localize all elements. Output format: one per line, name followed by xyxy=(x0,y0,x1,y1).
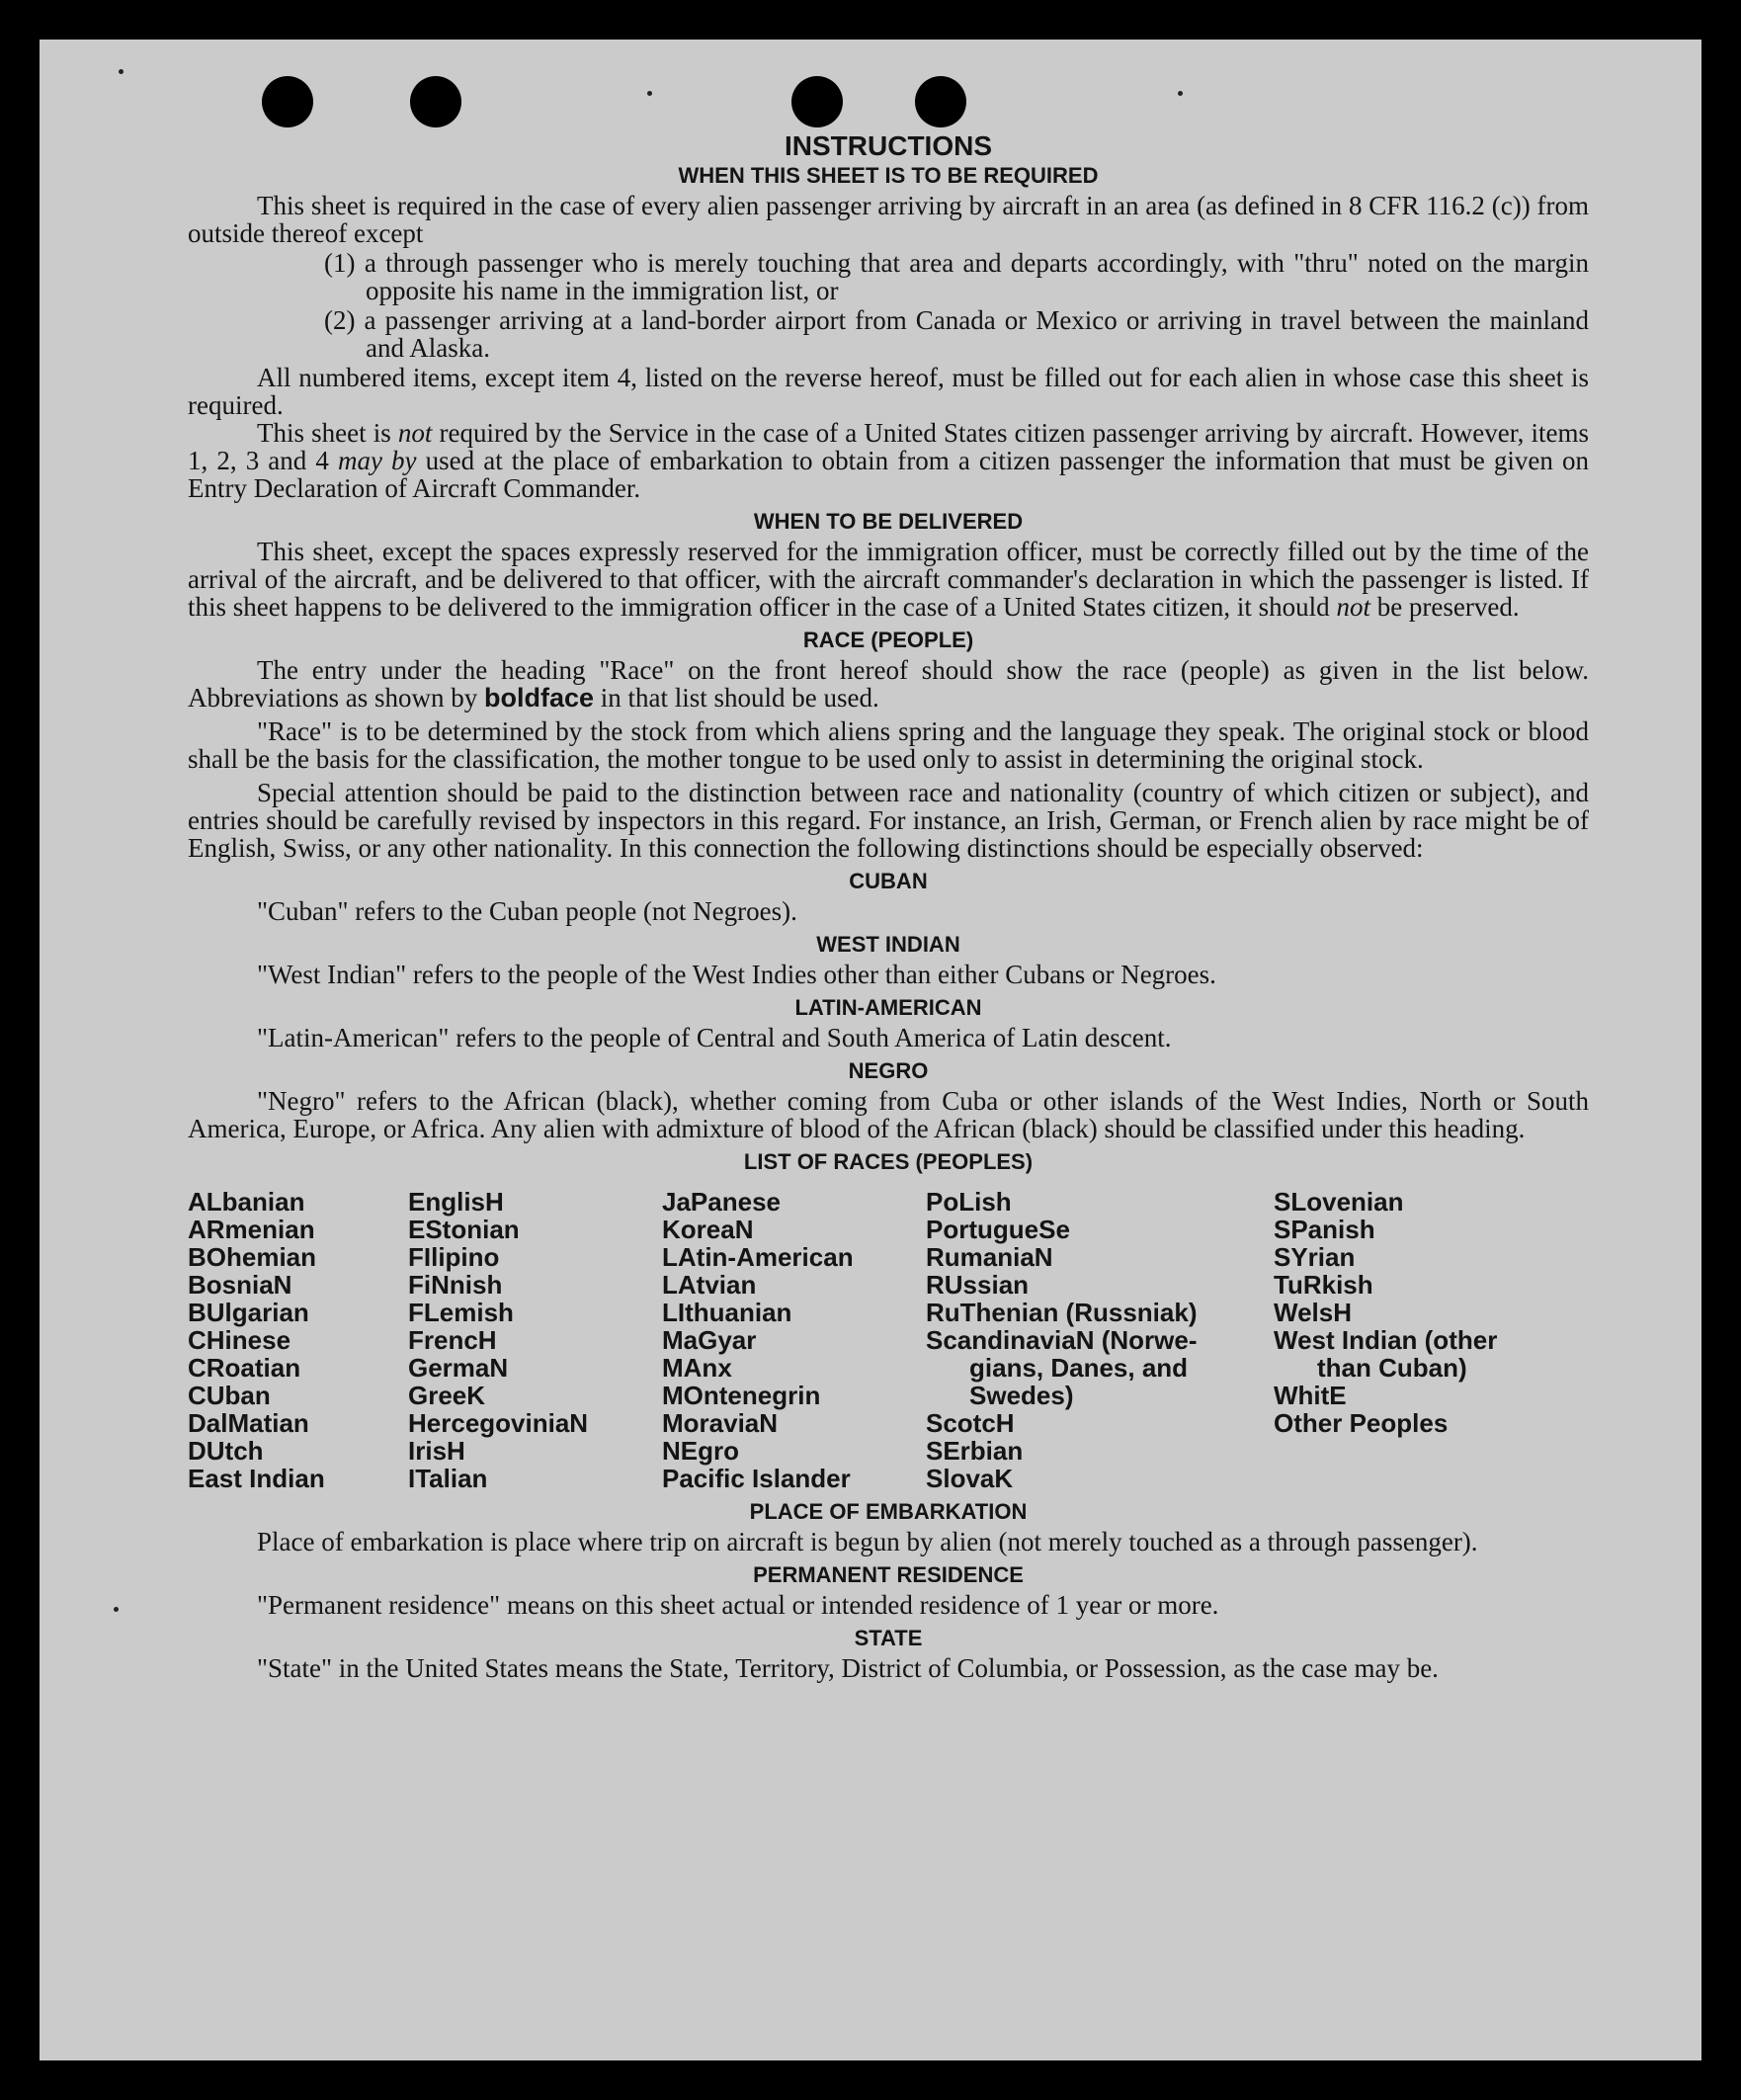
heading-negro: NEGRO xyxy=(848,1058,929,1083)
race-entry: EStonian xyxy=(408,1215,520,1244)
race-entry: RUssian xyxy=(926,1270,1030,1300)
paper-speck xyxy=(1178,91,1183,96)
required-para-2: All numbered items, except item 4, listed on the reverse hereof, must be filled out for each alien in whose case this sheet is required. xyxy=(188,363,1589,420)
paper-speck xyxy=(119,69,124,74)
embarkation-text: Place of embarkation is place where trip on aircraft is begun by alien (not merely touched as a through passenger). xyxy=(257,1527,1478,1556)
race-para-1 xyxy=(188,656,1589,712)
race-entry: GreeK xyxy=(408,1381,486,1410)
emphasis: not xyxy=(1336,592,1370,622)
race-entry: PortugueSe xyxy=(926,1215,1070,1244)
race-entry: FIlipino xyxy=(408,1242,500,1272)
race-column xyxy=(926,1188,1274,1492)
race-column xyxy=(408,1188,662,1492)
race-entry: SPanish xyxy=(1274,1215,1375,1244)
text-run: be preserved. xyxy=(1369,592,1520,622)
text-run: used at the place of embarkation to obtain from a citizen passenger the information that must be given on Entry Declaration of Aircraft Commander. xyxy=(188,446,1589,503)
punch-hole xyxy=(410,76,461,127)
text-run: The entry under the heading "Race" on the front hereof should show the race (people) as given in the list below. Abbreviations as shown by xyxy=(188,655,1589,713)
text-run: This sheet is xyxy=(257,418,398,448)
race-entry: LAtin-American xyxy=(662,1242,854,1272)
item-number: (2) xyxy=(324,305,356,335)
race-entry: NEgro xyxy=(662,1436,739,1466)
race-entry: West Indian (other xyxy=(1274,1325,1498,1355)
paper-speck xyxy=(647,91,652,96)
race-entry: DalMatian xyxy=(188,1408,309,1438)
race-entry: LAtvian xyxy=(662,1270,757,1300)
race-para-2: "Race" is to be determined by the stock from which aliens spring and the language they speak. The original stock or blood shall be the basis for the classification, the mother tongue to be used only to assist in determining the original stock. xyxy=(188,716,1589,774)
race-entry: BosniaN xyxy=(188,1270,292,1300)
race-entry: KoreaN xyxy=(662,1215,754,1244)
race-entry: Pacific Islander xyxy=(662,1464,851,1493)
required-para-3 xyxy=(188,419,1589,502)
race-entry: HercegoviniaN xyxy=(408,1408,589,1438)
boldface-term: boldface xyxy=(483,683,594,713)
race-entry: SErbian xyxy=(926,1436,1024,1466)
heading-embarkation: PLACE OF EMBARKATION xyxy=(749,1499,1028,1524)
race-entry: ScandinaviaN (Norwe- xyxy=(926,1325,1198,1355)
race-entry-continued: than Cuban) xyxy=(1317,1353,1467,1383)
heading-permanent-residence: PERMANENT RESIDENCE xyxy=(753,1562,1024,1587)
heading-race: RACE (PEOPLE) xyxy=(802,628,974,652)
race-entry: JaPanese xyxy=(662,1187,781,1217)
race-entry: ScotcH xyxy=(926,1408,1015,1438)
race-entry: GermaN xyxy=(408,1353,509,1383)
race-entry: East Indian xyxy=(188,1464,325,1493)
race-entry: SLovenian xyxy=(1274,1187,1404,1217)
race-entry: SlovaK xyxy=(926,1464,1014,1493)
punch-hole xyxy=(262,76,313,127)
race-entry: WhitE xyxy=(1274,1381,1347,1410)
race-entry: MaGyar xyxy=(662,1325,757,1355)
race-column xyxy=(188,1188,408,1492)
heading-cuban: CUBAN xyxy=(849,869,928,893)
text-run: in that list should be used. xyxy=(594,683,879,713)
text-run: This sheet, except the spaces expressly reserved for the immigration officer, must be correctly filled out by the time of the arrival of the aircraft, and be delivered to that officer, with the aircraft commander's declaration in which the passenger is listed. If this sheet happens to be delivered to the immigration officer in the case of a United States citizen, it should xyxy=(188,537,1589,622)
heading-latin-american: LATIN-AMERICAN xyxy=(794,995,982,1020)
page-title: INSTRUCTIONS xyxy=(785,130,992,161)
race-entry: IrisH xyxy=(408,1436,465,1466)
emphasis: may by xyxy=(337,446,417,475)
state-text: "State" in the United States means the State, Territory, District of Columbia, or Possession, as the case may be. xyxy=(257,1653,1439,1683)
race-entry: MAnx xyxy=(662,1353,732,1383)
race-entry: BOhemian xyxy=(188,1242,317,1272)
race-entry: FLemish xyxy=(408,1298,514,1327)
west-indian-text: "West Indian" refers to the people of the West Indies other than either Cubans or Negroes. xyxy=(257,960,1216,989)
race-entry: PoLish xyxy=(926,1187,1012,1217)
race-entry: CUban xyxy=(188,1381,271,1410)
negro-text: "Negro" refers to the African (black), whether coming from Cuba or other islands of the West Indies, North or South America, Europe, or Africa. Any alien with admixture of blood of the African (black) should be classified under this heading. xyxy=(188,1086,1589,1143)
heading-state: STATE xyxy=(854,1626,923,1650)
cuban-text: "Cuban" refers to the Cuban people (not Negroes). xyxy=(257,896,797,926)
race-para-3: Special attention should be paid to the distinction between race and nationality (country of which citizen or subject), and entries should be carefully revised by inspectors in this regard. For instance, an Irish, German, or French alien by race might be of English, Swiss, or any other nationality. In this connection the following distinctions should be especially observed: xyxy=(188,778,1589,863)
race-entry: CHinese xyxy=(188,1325,291,1355)
race-entry: ITalian xyxy=(408,1464,488,1493)
document-page xyxy=(40,40,1701,2060)
race-entry: DUtch xyxy=(188,1436,264,1466)
race-list xyxy=(188,1188,1589,1492)
race-entry: WelsH xyxy=(1274,1298,1352,1327)
text-run: required by the Service in the case of a United States citizen passenger arriving by aircraft. However, items 1, 2, 3 and 4 xyxy=(188,418,1589,475)
race-entry: MOntenegrin xyxy=(662,1381,821,1410)
race-entry: RuThenian (Russniak) xyxy=(926,1298,1198,1327)
delivered-text xyxy=(188,538,1589,621)
heading-west-indian: WEST INDIAN xyxy=(816,932,960,957)
latin-american-text: "Latin-American" refers to the people of Central and South America of Latin descent. xyxy=(257,1023,1172,1052)
race-entry: LIthuanian xyxy=(662,1298,792,1327)
race-entry: Other Peoples xyxy=(1274,1408,1449,1438)
race-entry-continued: gians, Danes, and xyxy=(969,1353,1189,1383)
race-entry: BUlgarian xyxy=(188,1298,309,1327)
race-entry: EnglisH xyxy=(408,1187,504,1217)
race-entry-continued: Swedes) xyxy=(969,1381,1074,1410)
race-entry: ARmenian xyxy=(188,1215,315,1244)
race-entry: MoraviaN xyxy=(662,1408,779,1438)
race-entry: FrencH xyxy=(408,1325,497,1355)
race-column xyxy=(662,1188,926,1492)
race-entry: TuRkish xyxy=(1274,1270,1373,1300)
residence-text: "Permanent residence" means on this sheet actual or intended residence of 1 year or more. xyxy=(257,1590,1219,1620)
paper-speck xyxy=(114,1607,119,1612)
item-number: (1) xyxy=(324,248,356,278)
race-column xyxy=(1274,1188,1589,1492)
emphasis: not xyxy=(397,418,433,448)
exception-item-1 xyxy=(188,249,1589,304)
item-text: a through passenger who is merely touching that area and departs accordingly, with "thru" noted on the margin opposite his name in the immigration list, or xyxy=(364,248,1589,305)
race-entry: CRoatian xyxy=(188,1353,301,1383)
heading-delivered: WHEN TO BE DELIVERED xyxy=(753,509,1024,534)
race-entry: FiNnish xyxy=(408,1270,503,1300)
heading-list-of-races: LIST OF RACES (PEOPLES) xyxy=(743,1149,1034,1174)
race-entry: ALbanian xyxy=(188,1187,305,1217)
exception-item-2 xyxy=(188,306,1589,362)
punch-hole xyxy=(915,76,966,127)
instructions-text xyxy=(188,130,1589,1682)
punch-hole xyxy=(791,76,843,127)
item-text: a passenger arriving at a land-border airport from Canada or Mexico or arriving in travel between the mainland and Alaska. xyxy=(364,305,1589,363)
required-intro: This sheet is required in the case of every alien passenger arriving by aircraft in an area (as defined in 8 CFR 116.2 (c)) from outside thereof except xyxy=(188,191,1589,248)
race-entry: SYrian xyxy=(1274,1242,1356,1272)
race-entry: RumaniaN xyxy=(926,1242,1053,1272)
heading-required: WHEN THIS SHEET IS TO BE REQUIRED xyxy=(678,163,1099,188)
